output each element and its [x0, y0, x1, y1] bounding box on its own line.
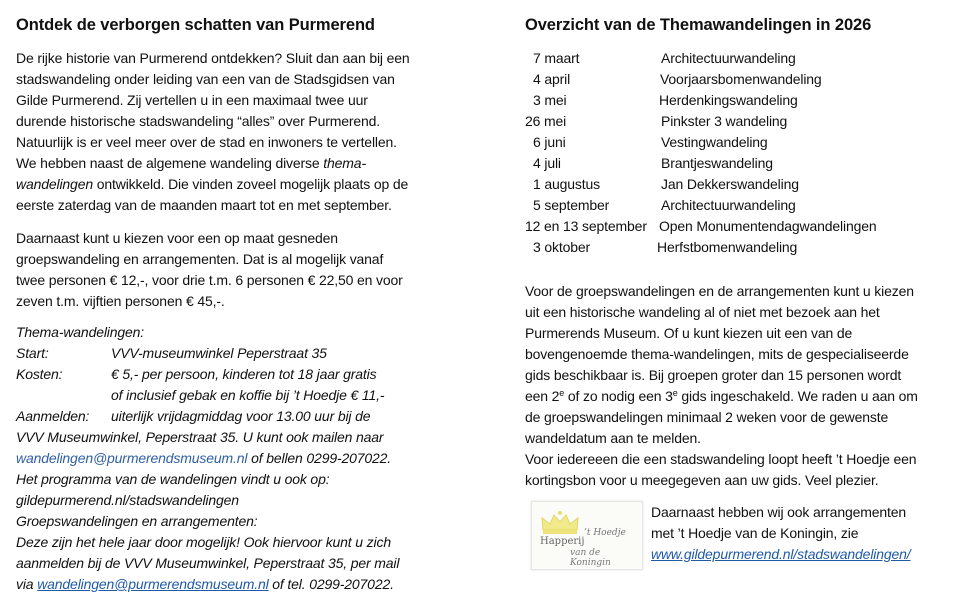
schedule-walk: Voorjaarsbomenwandeling	[660, 71, 822, 87]
programma-url: gildepurmerend.nl/stadswandelingen	[16, 492, 239, 508]
info-line: wandeldatum aan te melden.	[525, 430, 701, 446]
arrangement-line: met ’t Hoedje van de Koningin, zie	[651, 525, 859, 541]
aanmelden-value: uiterlijk vrijdagmiddag voor 13.00 uur bij de	[111, 408, 371, 424]
schedule-date: 3 mei	[533, 92, 567, 108]
intro-line: Natuurlijk is er veel meer over de stad en inwoners te vertellen.	[16, 134, 397, 150]
info-line: uit een historische wandeling al of niet met bezoek aan het	[525, 304, 880, 320]
groeps-line: aanmelden bij de VVV Museumwinkel, Peperstraat 35, per mail	[16, 555, 400, 571]
schedule-row	[525, 153, 965, 174]
groeps-line: Deze zijn het hele jaar door mogelijk! Ook hiervoor kunt u zich	[16, 534, 391, 550]
kosten-label: Kosten:	[16, 366, 63, 382]
schedule-walk: Open Monumentendagwandelingen	[659, 218, 877, 234]
schedule-row	[525, 69, 965, 90]
aanmelden-line-2: VVV Museumwinkel, Peperstraat 35. U kunt ook mailen naar	[16, 429, 384, 445]
info-line: Purmerends Museum. Of u kunt kiezen uit een van de	[525, 325, 853, 341]
info-line: Voor iedereeen die een stadswandeling loopt heeft ’t Hoedje een	[525, 451, 917, 467]
crown-icon	[540, 510, 580, 536]
schedule-row	[525, 111, 965, 132]
info-text: of zo nodig een 3	[564, 388, 673, 404]
schedule-date: 3 oktober	[533, 239, 591, 255]
schedule-date: 6 juni	[533, 134, 566, 150]
superscript: e	[559, 388, 565, 398]
groeps-heading: Groepswandelingen en arrangementen:	[16, 513, 258, 529]
start-value: VVV-museumwinkel Peperstraat 35	[111, 345, 327, 361]
logo-text-happerij: Happerij	[540, 536, 585, 547]
groeps-text: via	[16, 576, 38, 592]
phone-text: of bellen 0299-207022.	[247, 450, 392, 466]
schedule-row	[525, 195, 965, 216]
group-paragraph	[16, 228, 403, 312]
schedule-date: 7 maart	[533, 50, 580, 66]
schedule-date: 26 mei	[525, 113, 567, 129]
info-line: bovengenoemde thema-wandelingen, mits de gespecialiseerde	[525, 346, 909, 362]
schedule-row	[525, 48, 965, 69]
schedule-walk: Herdenkingswandeling	[659, 92, 798, 108]
schedule-row	[525, 132, 965, 153]
info-text: gids ingeschakeld. We raden u aan om	[677, 388, 918, 404]
schedule-walk: Herfstbomenwandeling	[657, 239, 798, 255]
info-line: gids beschikbaar is. Bij groepen groter dan 15 personen wordt	[525, 367, 902, 383]
schedule-row	[525, 174, 965, 195]
group-line: twee personen € 12,-, voor drie t.m. 6 personen € 22,50 en voor	[16, 272, 403, 288]
intro-line: durende historische stadswandeling “alles” over Purmerend.	[16, 113, 381, 129]
group-line: Daarnaast kunt u kiezen voor een op maat gesneden	[16, 230, 338, 246]
website-link[interactable]: www.gildepurmerend.nl/stadswandelingen/	[651, 546, 911, 562]
right-title: Overzicht van de Themawandelingen in 2026	[525, 16, 872, 34]
group-line: groepswandeling en arrangementen. Dat is al mogelijk vanaf	[16, 251, 384, 267]
thema-section	[16, 322, 399, 595]
email-link-underlined[interactable]: wandelingen@purmerendsmuseum.nl	[37, 576, 269, 592]
groeps-text: of tel. 0299-207022.	[268, 576, 394, 592]
intro-line: stadswandeling onder leiding van een van de Stadsgidsen van	[16, 71, 395, 87]
schedule-walk: Architectuurwandeling	[661, 50, 796, 66]
intro-italic: wandelingen	[16, 176, 93, 192]
intro-text: ontwikkeld. Die vinden zoveel mogelijk plaats op de	[92, 176, 409, 192]
intro-line: Gilde Purmerend. Zij vertellen u in een maximaal twee uur	[16, 92, 368, 108]
kosten-row-2	[16, 385, 399, 406]
arrangement-line: Daarnaast hebben wij ook arrangementen	[651, 504, 907, 520]
schedule-date: 1 augustus	[533, 176, 600, 192]
schedule-walk: Jan Dekkerswandeling	[661, 176, 799, 192]
programma-line: Het programma van de wandelingen vindt u ook op:	[16, 471, 330, 487]
schedule-walk: Pinkster 3 wandeling	[661, 113, 788, 129]
group-line: zeven t.m. vijftien personen € 45,-.	[16, 293, 225, 309]
groeps-line	[16, 574, 399, 595]
logo-text-koningin: van de Koningin	[570, 548, 611, 568]
arrangement-line	[651, 544, 911, 565]
schedule-list	[525, 48, 965, 258]
thema-heading: Thema-wandelingen:	[16, 324, 145, 340]
schedule-walk: Brantjeswandeling	[661, 155, 773, 171]
kosten-value-2: of inclusief gebak en koffie bij ’t Hoedje € 11,-	[111, 387, 385, 403]
arrangement-paragraph	[651, 502, 911, 565]
left-title: Ontdek de verborgen schatten van Purmerend	[16, 16, 375, 34]
hoedje-logo	[531, 501, 643, 570]
intro-paragraph	[16, 48, 410, 216]
schedule-walk: Architectuurwandeling	[661, 197, 796, 213]
info-line: Voor de groepswandelingen en de arrangementen kunt u kiezen	[525, 283, 914, 299]
start-row	[16, 343, 399, 364]
aanmelden-label: Aanmelden:	[16, 408, 90, 424]
intro-line: eerste zaterdag van de maanden maart tot en met september.	[16, 197, 392, 213]
schedule-row	[525, 90, 965, 111]
group-info-paragraph	[525, 281, 918, 491]
kosten-row	[16, 364, 399, 385]
superscript: e	[672, 388, 678, 398]
intro-italic: thema-	[323, 155, 366, 171]
email-line	[16, 448, 399, 469]
schedule-walk: Vestingwandeling	[661, 134, 768, 150]
schedule-date: 12 en 13 september	[525, 218, 647, 234]
kosten-value: € 5,- per persoon, kinderen tot 18 jaar gratis	[111, 366, 377, 382]
schedule-date: 5 september	[533, 197, 610, 213]
start-label: Start:	[16, 345, 49, 361]
logo-text-hoedje: ’t Hoedje	[584, 528, 626, 538]
schedule-date: 4 april	[533, 71, 571, 87]
info-line	[525, 386, 918, 407]
info-text: een 2	[525, 388, 560, 404]
intro-line: De rijke historie van Purmerend ontdekken? Sluit dan aan bij een	[16, 50, 410, 66]
intro-line	[16, 174, 410, 195]
intro-line	[16, 153, 410, 174]
schedule-date: 4 juli	[533, 155, 561, 171]
schedule-row	[525, 237, 965, 258]
intro-text: We hebben naast de algemene wandeling diverse	[16, 155, 324, 171]
schedule-row	[525, 216, 965, 237]
info-line: kortingsbon voor u meegegeven aan uw gids. Veel plezier.	[525, 472, 879, 488]
aanmelden-row	[16, 406, 399, 427]
info-line: de groepswandelingen minimaal 2 weken voor de gewenste	[525, 409, 889, 425]
email-link[interactable]: wandelingen@purmerendsmuseum.nl	[16, 450, 248, 466]
